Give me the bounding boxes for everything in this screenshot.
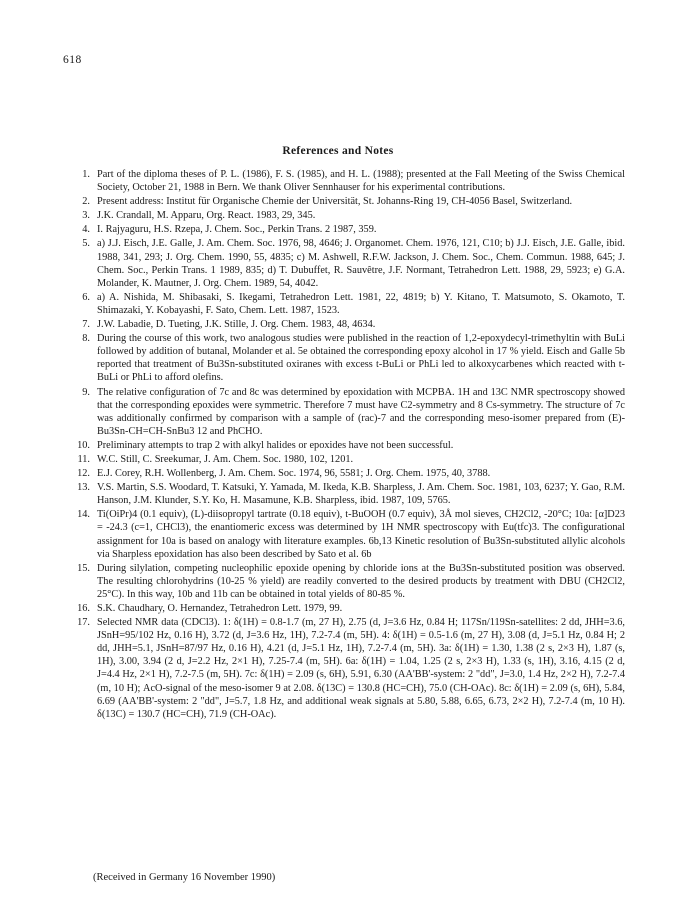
reference-item: [60, 318, 625, 331]
reference-text: J.K. Crandall, M. Apparu, Org. React. 1983, 29, 345.: [97, 210, 316, 222]
reference-text: The relative configuration of 7c and 8c was determined by epoxidation with MCPBA. 1H and 13C NMR spectroscopy showed that the corresponding epoxides were symmetric. Therefore 7 must have C2-symmetry and 8 Cs-symmetry. The structure of 7c was additionally confirmed by comparison with a sample of (rac)-7 and the corresponding meso-isomer prepared from (E)-Bu3Sn-CH=CH-SnBu3 12 and PhCHO.: [97, 386, 625, 437]
reference-number: 12.: [77, 468, 90, 480]
references-heading: References and Notes: [282, 145, 394, 157]
reference-number: 15.: [77, 562, 90, 574]
reference-number: 11.: [77, 453, 90, 465]
reference-number: 5.: [82, 238, 90, 250]
reference-number: 13.: [77, 482, 90, 494]
reference-item: [60, 332, 625, 384]
reference-item: [60, 223, 625, 236]
reference-text: a) J.J. Eisch, J.E. Galle, J. Am. Chem. Soc. 1976, 98, 4646; J. Organomet. Chem. 1976, 121, C10; b) J.J. Eisch, J.E. Galle, ibid. 1988, 341, 293; J. Org. Chem. 1990, 55, 4835; c) M. Ashwell, R.F.W. Jackson, J. Chem. Soc., Chem. Commun. 1988, 645; J. Chem. Soc., Perkin Trans. 1 1989, 835; d) T. Dubuffet, R. Sauvêtre, J.F. Normant, Tetrahedron Lett. 1988, 29, 5923; e) G.A. Molander, K. Mautner, J. Org. Chem. 1989, 54, 4042.: [97, 238, 625, 289]
reference-text: Ti(OiPr)4 (0.1 equiv), (L)-diisopropyl tartrate (0.18 equiv), t-BuOOH (0.7 equiv), 3Å mol sieves, CH2Cl2, -20°C; 10a: [α]D23 = -24.3 (c=1, CHCl3), the enantiomeric excess was determined by 1H NMR spectroscopy with Eu(tfc)3. The configurational assignment for 10a is based on analogy with literature examples. 6b,13 Kinetic resolution of Bu3Sn-substituted allylic alcohols via Sharpless epoxidation has also been described by Sato et al. 6b: [97, 509, 625, 560]
reference-number: 2.: [82, 196, 90, 208]
reference-item: [60, 209, 625, 222]
reference-item: [60, 602, 625, 615]
reference-text: Part of the diploma theses of P. L. (1986), F. S. (1985), and H. L. (1988); presented at the Fall Meeting of the Swiss Chemical Society, October 21, 1988 in Bern. We thank Oliver Sennhauser for his experimental contributions.: [97, 169, 625, 194]
reference-item: [60, 386, 625, 438]
reference-number: 4.: [82, 224, 90, 236]
reference-number: 1.: [82, 169, 90, 180]
reference-text: During the course of this work, two analogous studies were published in the reaction of 1,2-epoxydecyl-trimethyltin with BuLi followed by addition of butanal, Molander et al. 5e obtained the corresponding epoxy alcohol in 17 % yield. Eisch and Galle 5b reported that treatment of Bu3Sn-substituted oxiranes with excess t-BuLi or PhLi led to alkoxycarbenes which reacted with t-BuLi or PhLi to afford olefins.: [97, 333, 625, 384]
reference-text: E.J. Corey, R.H. Wollenberg, J. Am. Chem. Soc. 1974, 96, 5581; J. Org. Chem. 1975, 40, 3788.: [97, 468, 491, 480]
reference-item: [60, 616, 625, 721]
reference-text: S.K. Chaudhary, O. Hernandez, Tetrahedron Lett. 1979, 99.: [97, 603, 343, 614]
reference-item: [60, 562, 625, 601]
reference-item: [60, 168, 625, 194]
reference-number: 16.: [77, 603, 90, 614]
reference-text: a) A. Nishida, M. Shibasaki, S. Ikegami, Tetrahedron Lett. 1981, 22, 4819; b) Y. Kitano, T. Matsumoto, S. Okamoto, T. Shimazaki, Y. Kobayashi, F. Sato, Chem. Lett. 1987, 1523.: [97, 291, 625, 316]
reference-number: 14.: [77, 509, 90, 521]
reference-text: J.W. Labadie, D. Tueting, J.K. Stille, J. Org. Chem. 1983, 48, 4634.: [97, 319, 376, 331]
reference-item: [60, 467, 625, 480]
reference-text: Present address: Institut für Organische Chemie der Universität, St. Johanns-Ring 19, CH-4056 Basel, Switzerland.: [97, 196, 573, 208]
reference-text: V.S. Martin, S.S. Woodard, T. Katsuki, Y. Yamada, M. Ikeda, K.B. Sharpless, J. Am. Chem. Soc. 1981, 103, 6237; Y. Gao, R.M. Hanson, J.M. Klunder, S.Y. Ko, H. Masamune, K.B. Sharpless, ibid. 1987, 109, 5765.: [97, 482, 625, 507]
reference-text: W.C. Still, C. Sreekumar, J. Am. Chem. Soc. 1980, 102, 1201.: [97, 453, 354, 465]
reference-number: 17.: [77, 617, 90, 629]
reference-number: 8.: [82, 333, 90, 345]
received-note: (Received in Germany 16 November 1990): [93, 872, 276, 883]
reference-item: [60, 439, 625, 452]
reference-number: 10.: [77, 439, 90, 451]
reference-text: Preliminary attempts to trap 2 with alkyl halides or epoxides have not been successful.: [97, 439, 454, 451]
reference-item: [60, 508, 625, 560]
reference-text: I. Rajyaguru, H.S. Rzepa, J. Chem. Soc., Perkin Trans. 2 1987, 359.: [97, 224, 377, 236]
reference-number: 6.: [82, 291, 90, 303]
reference-item: [60, 291, 625, 317]
references-list: [60, 168, 625, 722]
reference-number: 9.: [82, 386, 90, 398]
reference-text: During silylation, competing nucleophilic epoxide opening by chloride ions at the Bu3Sn-substituted position was observed. The resulting chlorohydrins (10-25 % yield) are readily converted to the desired products by treatment with DBU (CH2Cl2, 25°C). In this way, 10b and 11b can be obtained in total yields of 80-85 %.: [97, 562, 625, 600]
reference-number: 3.: [82, 210, 90, 222]
reference-text: Selected NMR data (CDCl3). 1: δ(1H) = 0.8-1.7 (m, 27 H), 2.75 (d, J=3.6 Hz, 0.84 H; 117Sn/119Sn-satellites: 2 dd, JHH=3.6, JSnH=95/102 Hz, 0.16 H), 3.72 (d, J=3.6 Hz, 1H), 7.2-7.4 (m, 5H). 4: δ(1H) = 0.5-1.6 (m, 27 H), 3.08 (d, J=5.1 Hz, 0.84 H; 2 dd, JHH=5.1, JSnH=87/97 Hz, 0.16 H), 4.21 (d, J=5.1 Hz, 1H), 7.2-7.4 (m, 5H). 3a: δ(1H) = 1.30, 1.38 (2 s, 2×3 H), 1.87 (s, 1H), 3.00, 3.94 (2 d, J=2.2 Hz, 2×1 H), 7.25-7.4 (m, 5H). 6a: δ(1H) = 1.04, 1.25 (2 s, 2×3 H), 1.33 (s, 1H), 3.16, 4.15 (2 d, J=4.4 Hz, 2×1 H), 7.2-7.5 (m, 5H). 7c: δ(1H) = 2.09 (s, 6H), 5.91, 6.30 (AA'BB'-system: 2 "dd", J=3.0, 1.4 Hz, 2×2 H), 7.2-7.4 (m, 10 H); AcO-signal of the meso-isomer 9 at 2.08. δ(13C) = 130.8 (HC=CH), 75.0 (CH-OAc). 8c: δ(1H) = 2.09 (s, 6H), 5.84, 6.69 (AA'BB'-system: 2 "dd", J=5.7, 1.8 Hz, and additional weak signals at 5.80, 5.88, 6.65, 6.73, 2×2 H), 7.2-7.4 (m, 10 H). δ(13C) = 130.7 (HC=CH), 71.9 (CH-OAc).: [97, 617, 625, 720]
reference-item: [60, 237, 625, 289]
reference-item: [60, 481, 625, 507]
page-number: 618: [63, 54, 82, 66]
reference-number: 7.: [82, 319, 90, 331]
reference-item: [60, 453, 625, 466]
reference-item: [60, 195, 625, 208]
